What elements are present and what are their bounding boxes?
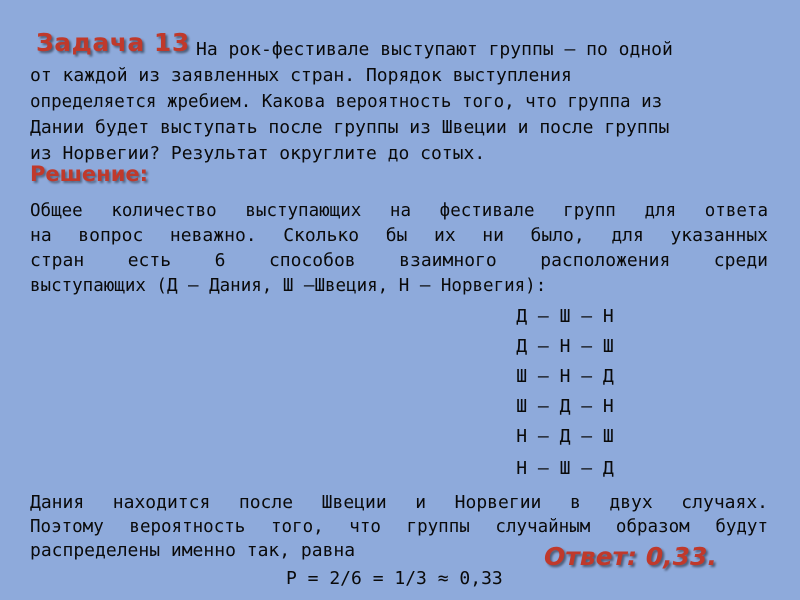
probability-formula: P = 2/6 = 1/3 ≈ 0,33	[286, 568, 503, 589]
problem-text-line: На рок-фестивале выступают группы – по одной	[196, 39, 673, 60]
permutation-item: Н – Ш – Д	[516, 458, 614, 479]
problem-text-line: Дании будет выступать после группы из Швеции и после группы	[30, 117, 670, 138]
permutation-item: Ш – Д – Н	[516, 396, 614, 417]
conclusion-line: Дания находится после Швеции и Норвегии в двух случаях.	[30, 492, 768, 513]
permutation-item: Ш – Н – Д	[516, 366, 614, 387]
solution-paragraph-line: выступающих (Д – Дания, Ш –Швеция, Н – Норвегия):	[30, 276, 547, 296]
problem-text-line: определяется жребием. Какова вероятность того, что группа из	[30, 92, 663, 112]
permutation-item: Д – Н – Ш	[516, 336, 614, 357]
problem-text-line: от каждой из заявленных стран. Порядок выступления	[30, 65, 572, 86]
conclusion-line: распределены именно так, равна	[30, 540, 356, 561]
answer: Ответ: 0,33.	[544, 542, 717, 571]
problem-title: Задача 13	[36, 28, 190, 57]
solution-paragraph-line: на вопрос неважно. Сколько бы их ни было, для указанных	[30, 225, 768, 246]
solution-paragraph-line: Общее количество выступающих на фестивале групп для ответа	[30, 201, 768, 221]
problem-text-line: из Норвегии? Результат округлите до сотых.	[30, 143, 486, 164]
solution-heading: Решение:	[30, 162, 149, 186]
permutation-item: Н – Д – Ш	[516, 426, 614, 447]
solution-paragraph-line: стран есть 6 способов взаимного расположения среди	[30, 250, 768, 271]
conclusion-line: Поэтому вероятность того, что группы случайным образом будут	[30, 517, 768, 537]
permutation-item: Д – Ш – Н	[516, 306, 614, 327]
